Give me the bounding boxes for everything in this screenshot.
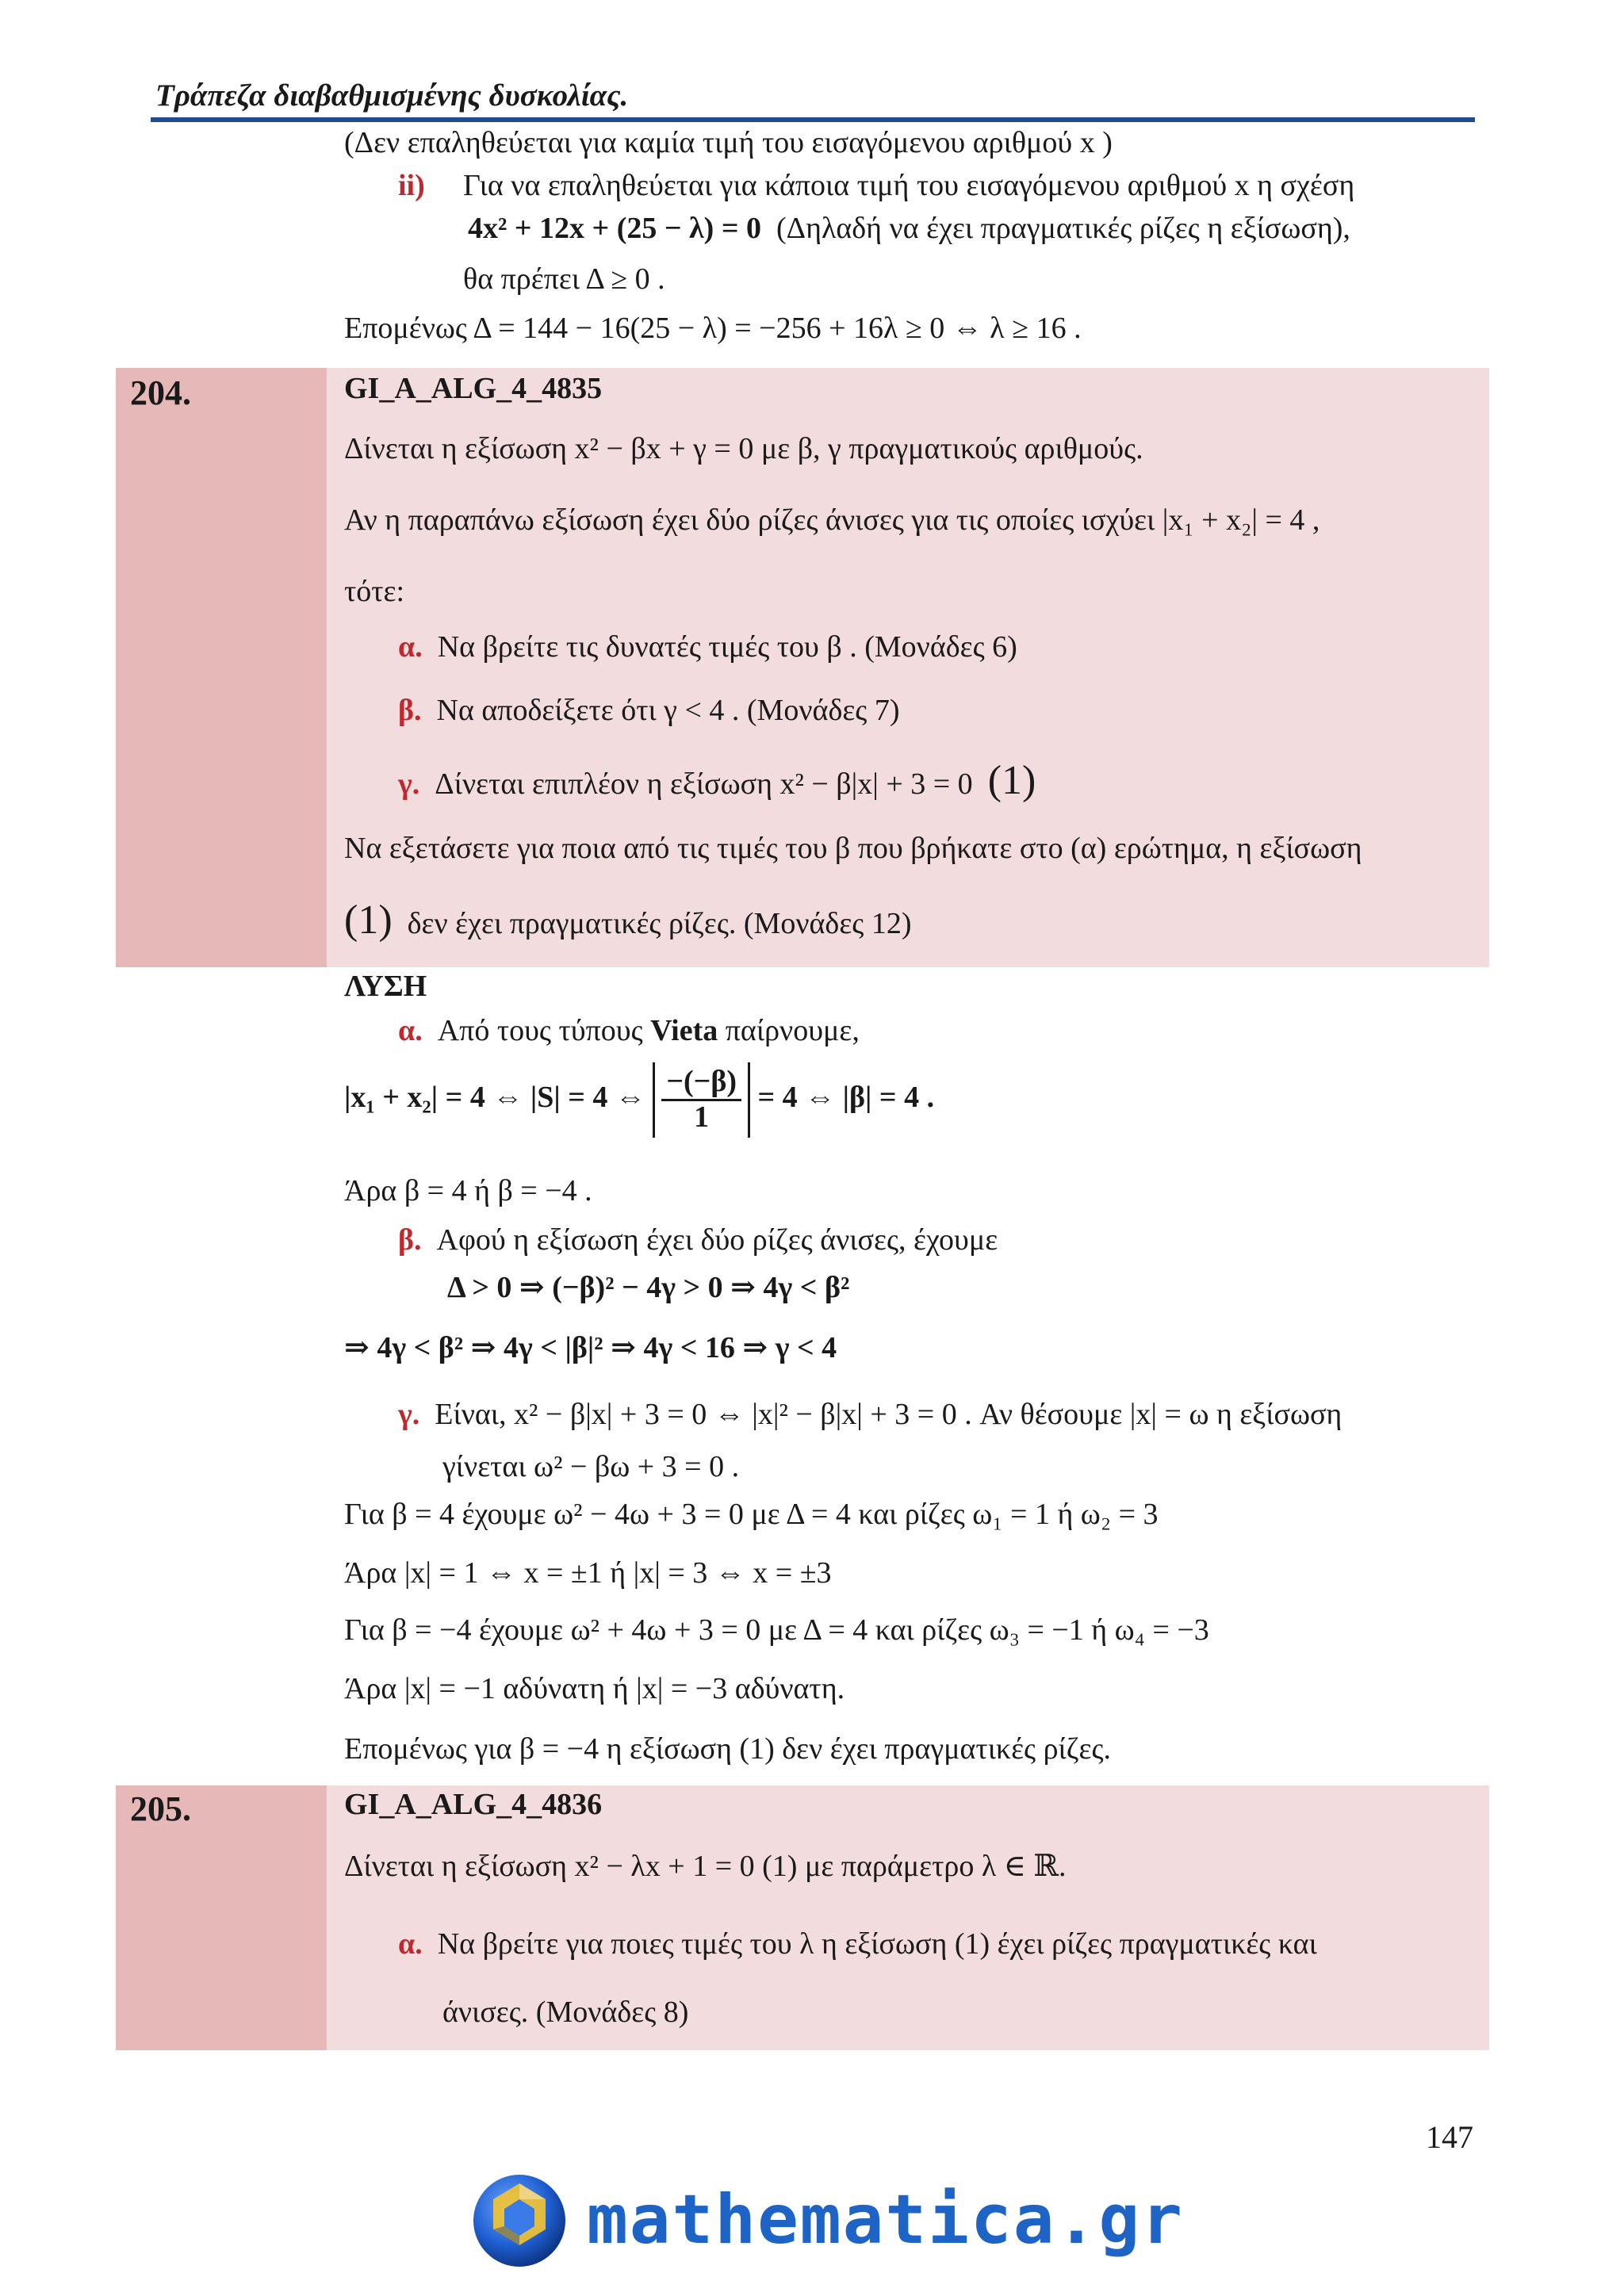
problem-204-part-c-line-2: Να εξετάσετε για ποια από τις τιμές του β που βρήκατε στο (α) ερώτημα, η εξίσωση — [344, 832, 1362, 865]
solution-204-part-a-equation: |x₁ + x₂| = 4 ⇔ |S| = 4 ⇔ $\frac{-(-\beta)}{1}$ = 4 ⇔ |β| = 4 . — [344, 1062, 934, 1138]
solution-204-part-a-intro: α. Από τους τύπους Vieta παίρνουμε, — [398, 1014, 860, 1047]
prev-line-1: (Δεν επαληθεύεται για καμία τιμή του εισαγόμενου αριθμού x ) — [344, 126, 1113, 159]
solution-204-part-c-line-1: γ. Είναι, x² − β|x| + 3 = 0 ⇔ |x|² − β|x| + 3 = 0 . Αν θέσουμε |x| = ω η εξίσωση — [398, 1398, 1342, 1431]
problem-205-code: GI_A_ALG_4_4836 — [344, 1788, 603, 1821]
problem-205-part-a: α. Να βρείτε για ποιες τιμές του λ η εξίσωση (1) έχει ρίζες πραγματικές και — [398, 1927, 1317, 1961]
problem-204-statement-2: Αν η παραπάνω εξίσωση έχει δύο ρίζες άνισες για τις οποίες ισχύει |x₁ + x₂| = 4 , — [344, 503, 1320, 537]
prev-conclusion: Επομένως Δ = 144 − 16(25 − λ) = −256 + 16λ ≥ 0 ⇔ λ ≥ 16 . — [344, 312, 1082, 345]
problem-204-code: GI_A_ALG_4_4835 — [344, 372, 603, 405]
solution-204-part-c-line-2: γίνεται ω² − βω + 3 = 0 . — [442, 1450, 740, 1483]
solution-204-part-c-line-6: Άρα |x| = −1 αδύνατη ή |x| = −3 αδύνατη. — [344, 1672, 845, 1705]
solution-204-part-c-line-3: Για β = 4 έχουμε ω² − 4ω + 3 = 0 με Δ = 4 και ρίζες ω₁ = 1 ή ω₂ = 3 — [344, 1498, 1159, 1531]
problem-204-number: 204. — [130, 373, 191, 412]
problem-205-statement: Δίνεται η εξίσωση x² − λx + 1 = 0 (1) με παράμετρο λ ∈ ℝ. — [344, 1850, 1067, 1883]
problem-204-statement-1: Δίνεται η εξίσωση x² − βx + γ = 0 με β, γ πραγματικούς αριθμούς. — [344, 432, 1143, 465]
header-rule — [151, 117, 1475, 122]
prev-ii-label: ii) — [398, 169, 425, 202]
polyhedron-logo-icon — [468, 2169, 571, 2272]
prev-ii-equation: 4x² + 12x + (25 − λ) = 0 (Δηλαδή να έχει πραγματικές ρίζες η εξίσωση), — [468, 212, 1350, 245]
problem-204-part-b: β. Να αποδείξετε ότι γ < 4 . (Μονάδες 7) — [398, 694, 900, 727]
page-header-title: Τράπεζα διαβαθμισμένης δυσκολίας. — [155, 78, 629, 113]
solution-204-part-b-equation-1: Δ > 0 ⇒ (−β)² − 4γ > 0 ⇒ 4γ < β² — [447, 1271, 850, 1304]
prev-ii-condition: θα πρέπει Δ ≥ 0 . — [463, 262, 665, 296]
problem-204-number-cell — [116, 368, 327, 967]
solution-204-part-c-line-4: Άρα |x| = 1 ⇔ x = ±1 ή |x| = 3 ⇔ x = ±3 — [344, 1556, 832, 1590]
solution-204-part-b-intro: β. Αφού η εξίσωση έχει δύο ρίζες άνισες, έχουμε — [398, 1223, 998, 1257]
solution-204-part-b-equation-2: ⇒ 4γ < β² ⇒ 4γ < |β|² ⇒ 4γ < 16 ⇒ γ < 4 — [344, 1331, 837, 1364]
logo-text: mathematica.gr — [587, 2180, 1184, 2260]
solution-204-part-c-line-5: Για β = −4 έχουμε ω² + 4ω + 3 = 0 με Δ = 4 και ρίζες ω₃ = −1 ή ω₄ = −3 — [344, 1613, 1209, 1647]
problem-205-number: 205. — [130, 1789, 191, 1828]
problem-204-statement-3: τότε: — [344, 575, 405, 608]
problem-204-part-c: γ. Δίνεται επιπλέον η εξίσωση x² − β|x| + 3 = 0 (1) — [398, 758, 1036, 803]
problem-204-part-c-line-3: (1) δεν έχει πραγματικές ρίζες. (Μονάδες 12) — [344, 897, 912, 943]
site-logo[interactable] — [468, 2169, 1182, 2272]
problem-204-part-a: α. Να βρείτε τις δυνατές τιμές του β . (Μονάδες 6) — [398, 630, 1017, 664]
solution-204-part-c-line-7: Επομένως για β = −4 η εξίσωση (1) δεν έχει πραγματικές ρίζες. — [344, 1732, 1111, 1766]
solution-204-title: ΛΥΣΗ — [344, 970, 427, 1003]
prev-ii-text: Για να επαληθεύεται για κάποια τιμή του εισαγόμενου αριθμού x η σχέση — [463, 169, 1355, 202]
solution-204-part-a-conclusion: Άρα β = 4 ή β = −4 . — [344, 1174, 592, 1207]
problem-205-part-a-line-2: άνισες. (Μονάδες 8) — [442, 1996, 689, 2029]
page-number: 147 — [1426, 2119, 1473, 2155]
